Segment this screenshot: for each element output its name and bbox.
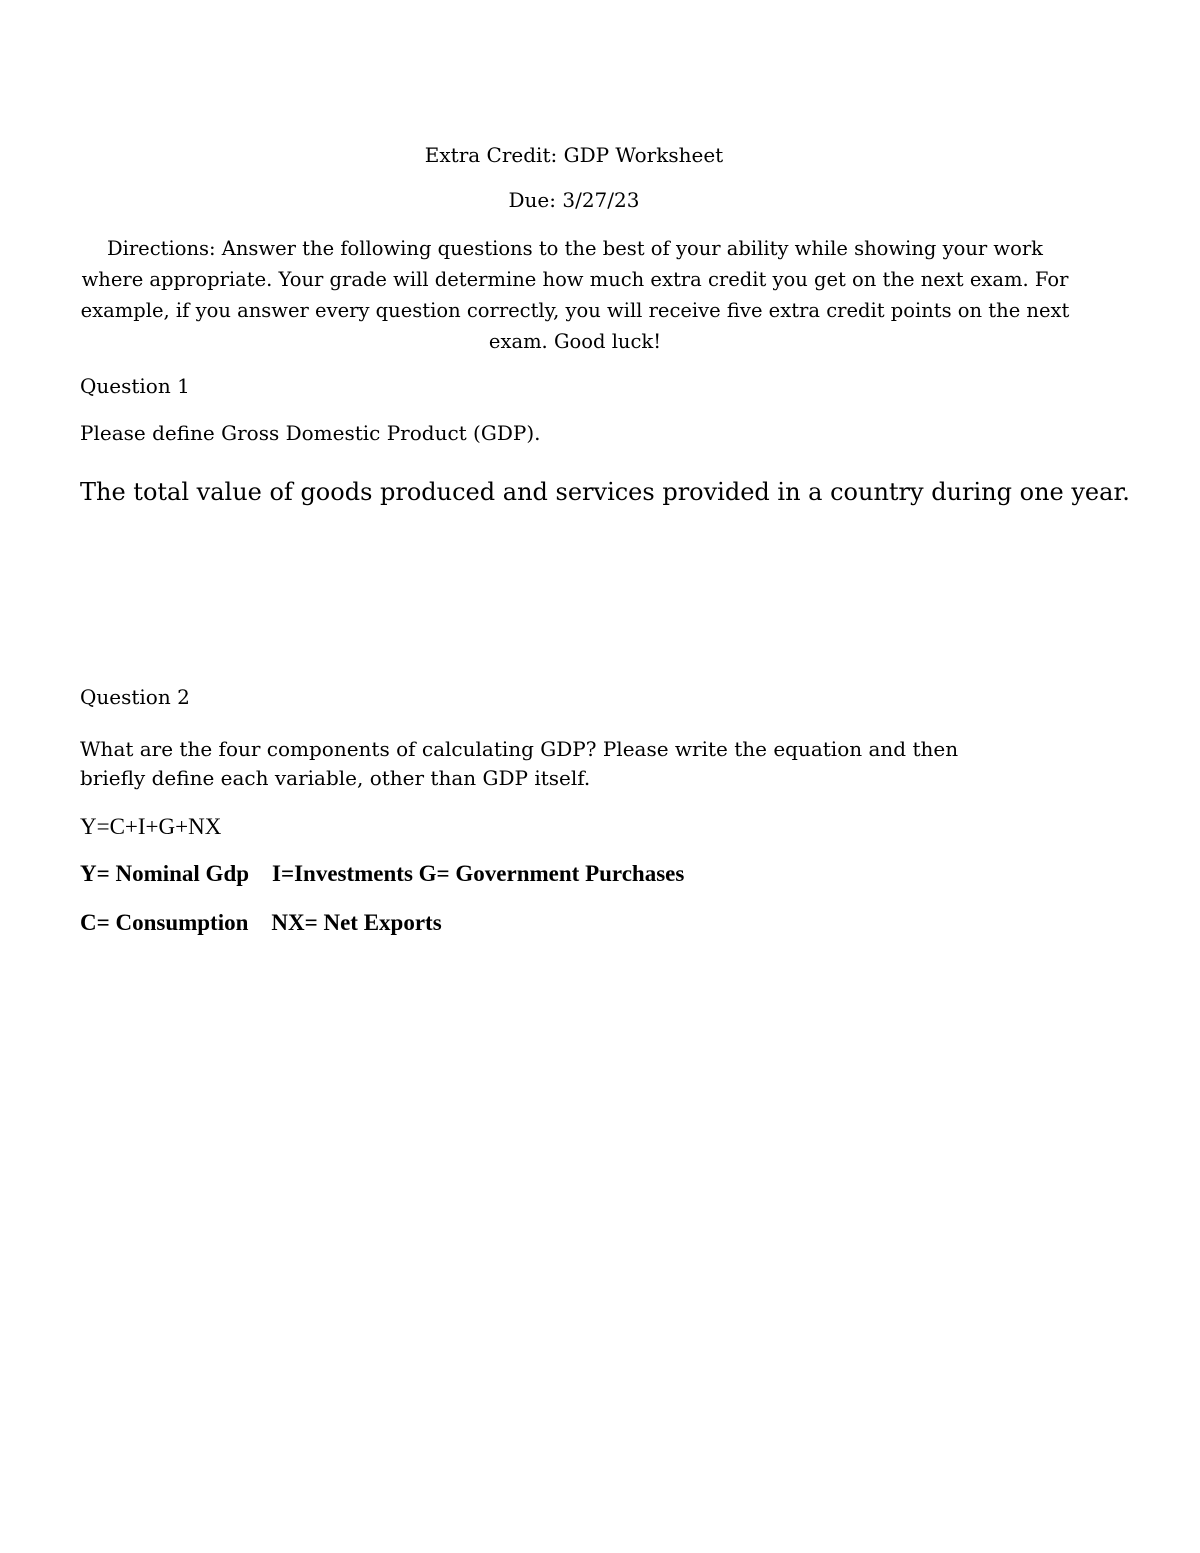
question-2-prompt: What are the four components of calculating GDP? Please write the equation and then briefly define each variable, other than GDP itself.: [80, 737, 959, 790]
variable-definitions-line-2: C= Consumption NX= Net Exports: [80, 910, 442, 935]
question-2-label: Question 2: [80, 685, 190, 709]
due-date: Due: 3/27/23: [508, 188, 640, 212]
worksheet-title: Extra Credit: GDP Worksheet: [424, 143, 724, 167]
question-1-label: Question 1: [80, 374, 190, 398]
gdp-equation: Y=C+I+G+NX: [80, 814, 222, 839]
question-1-answer: The total value of goods produced and services provided in a country during one year.: [80, 478, 1130, 506]
question-1-prompt: Please define Gross Domestic Product (GDP).: [80, 421, 541, 445]
variable-definitions-line-1: Y= Nominal Gdp I=Investments G= Government Purchases: [80, 861, 685, 886]
directions-paragraph: Directions: Answer the following questions to the best of your ability while showing your work where appropriate. Your grade will determine how much extra credit you get on the next exam. For example, if you answer every question correctly, you will receive five extra credit points on the next exam. Good luck!: [80, 237, 1070, 353]
